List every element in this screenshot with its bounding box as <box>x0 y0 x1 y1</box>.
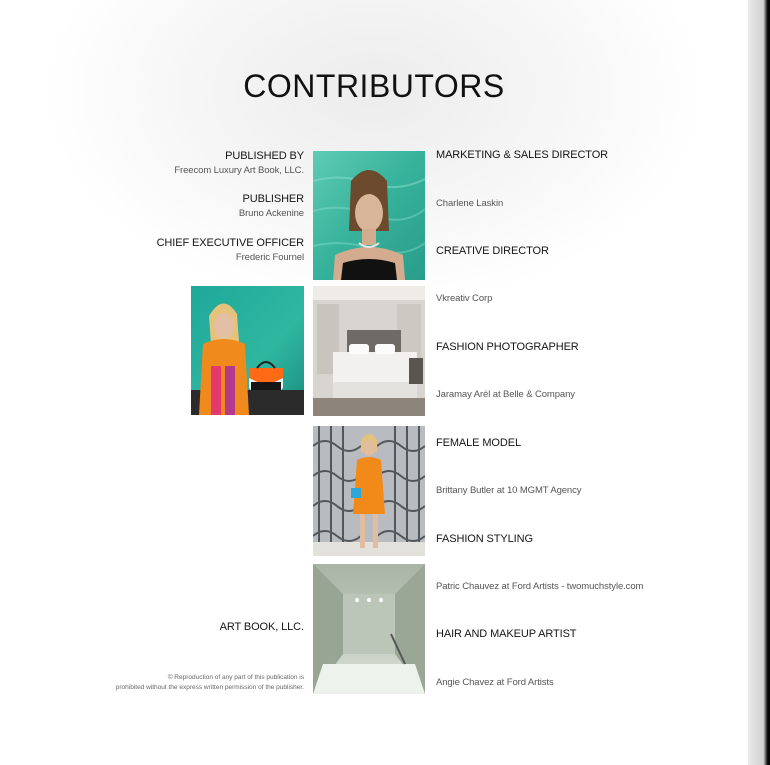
creative-director-value: Vkreativ Corp <box>436 293 493 304</box>
published-by-label: PUBLISHED BY <box>225 150 304 162</box>
marketing-director-label: MARKETING & SALES DIRECTOR <box>436 149 609 161</box>
ceo-label: CHIEF EXECUTIVE OFFICER <box>156 237 304 249</box>
pool-model-photo <box>313 151 425 280</box>
handbag-model-photo <box>191 286 304 415</box>
bedroom-photo <box>313 286 425 416</box>
published-by-value: Freecom Luxury Art Book, LLC. <box>174 165 304 176</box>
publisher-value: Bruno Ackenine <box>238 208 304 219</box>
fashion-styling-value: Patric Chauvez at Ford Artists - twomuchstyle.com <box>436 581 644 592</box>
creative-director-label: CREATIVE DIRECTOR <box>436 245 549 257</box>
orange-dress-model-photo <box>313 426 425 556</box>
female-model-value: Brittany Butler at 10 MGMT Agency <box>436 485 582 496</box>
ceo-value: Frederic Fournel <box>235 252 304 263</box>
art-book-label: ART BOOK, LLC. <box>219 621 304 633</box>
fashion-styling-label: FASHION STYLING <box>436 533 533 545</box>
fashion-photographer-value: Jaramay Arél at Belle & Company <box>436 389 575 400</box>
publisher-label: PUBLISHER <box>242 193 304 205</box>
fashion-photographer-label: FASHION PHOTOGRAPHER <box>436 341 579 353</box>
spa-pool-photo <box>313 564 425 694</box>
hair-makeup-label: HAIR AND MAKEUP ARTIST <box>436 628 577 640</box>
copyright-notice <box>64 673 304 693</box>
copyright-line-2: prohibited without the express written permission of the publisher. <box>115 684 304 691</box>
copyright-line-1: © Reproduction of any part of this publication is <box>167 674 304 681</box>
female-model-label: FEMALE MODEL <box>436 437 521 449</box>
page-edge <box>748 0 770 765</box>
page-title: CONTRIBUTORS <box>243 68 505 104</box>
marketing-director-value: Charlene Laskin <box>436 198 504 209</box>
hair-makeup-value: Angie Chavez at Ford Artists <box>436 677 554 688</box>
